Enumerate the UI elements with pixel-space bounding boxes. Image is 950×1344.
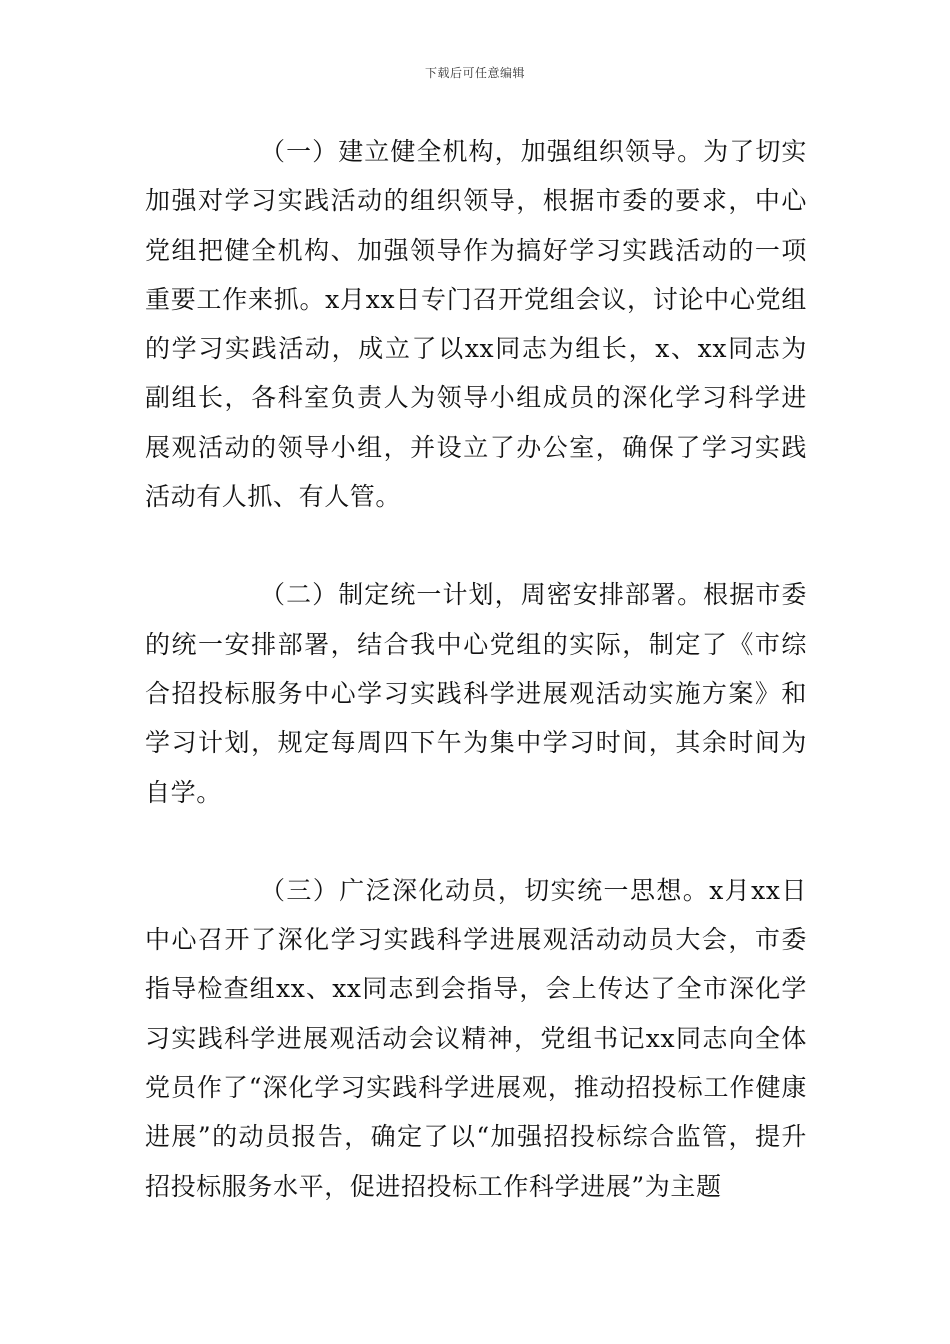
paragraph-1: （一）建立健全机构，加强组织领导。为了切实加强对学习实践活动的组织领导，根据市委的要求，中心党组把健全机构、加强领导作为搞好学习实践活动的一项重要工作来抓。x月xx日专门召开党组会议，讨论中心党组的学习实践活动，成立了以xx同志为组长，x、xx同志为副组长，各科室负责人为领导小组成员的深化学习科学进展观活动的领导小组，并设立了办公室，确保了学习实践活动有人抓、有人管。 bbox=[145, 137, 807, 512]
document-body bbox=[145, 127, 807, 1211]
page-header: 下载后可任意编辑 bbox=[424, 66, 525, 80]
paragraph-3: （三）广泛深化动员，切实统一思想。x月xx日中心召开了深化学习实践科学进展观活动动员大会，市委指导检查组xx、xx同志到会指导，会上传达了全市深化学习实践科学进展观活动会议精神，党组书记xx同志向全体党员作了“深化学习实践科学进展观，推动招投标工作健康进展”的动员报告，确定了以“加强招投标综合监管，提升招投标服务水平，促进招投标工作科学进展”为主题 bbox=[145, 875, 807, 1201]
paragraph-2: （二）制定统一计划，周密安排部署。根据市委的统一安排部署，结合我中心党组的实际，制定了《市综合招投标服务中心学习实践科学进展观活动实施方案》和学习计划，规定每周四下午为集中学习时间，其余时间为自学。 bbox=[145, 580, 807, 807]
